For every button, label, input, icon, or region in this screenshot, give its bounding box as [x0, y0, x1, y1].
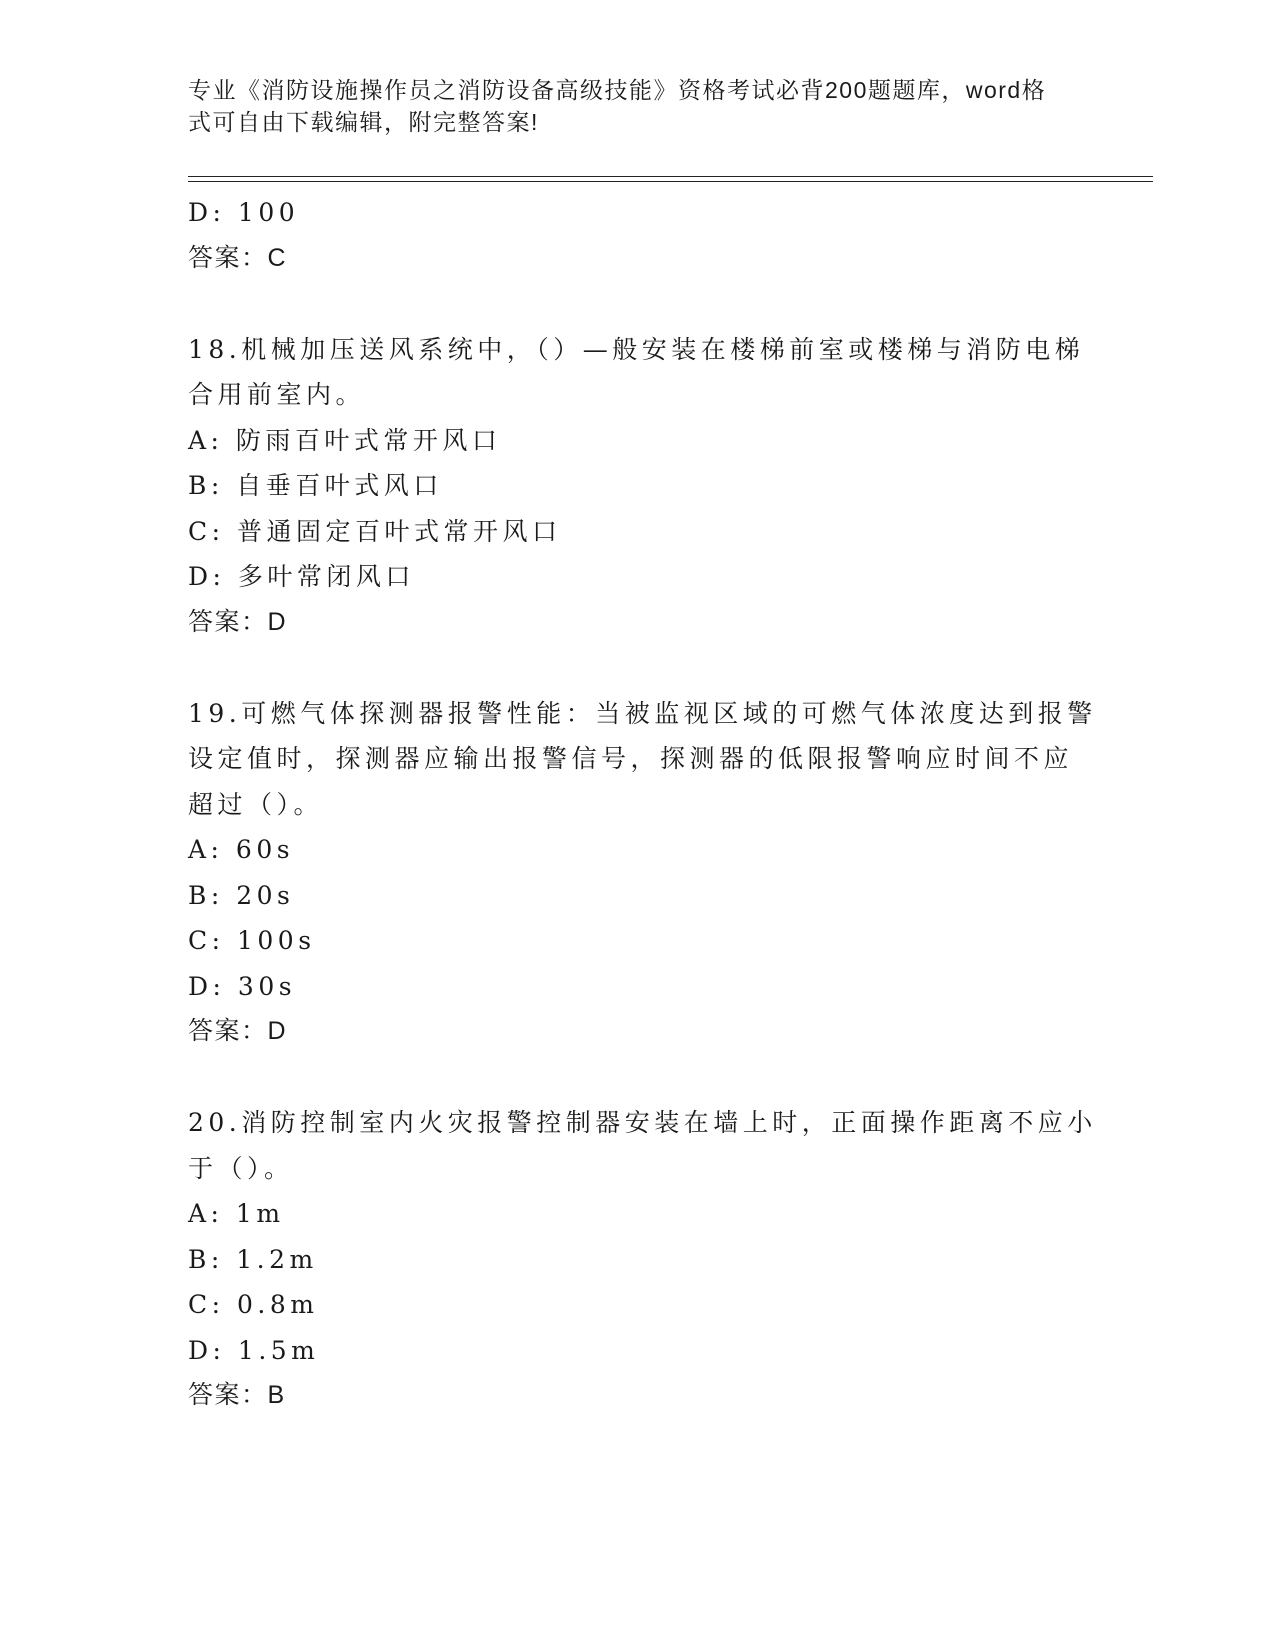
option-c: C: 0.8m	[188, 1290, 319, 1319]
question-18	[188, 327, 1085, 646]
header-divider-top	[188, 176, 1153, 177]
option-c: C: 100s	[188, 926, 316, 955]
option-b: B: 自垂百叶式风口	[188, 471, 443, 500]
question-stem-line: 超过（）。	[188, 789, 324, 819]
answer: 答案：D	[188, 607, 288, 636]
option-c: C: 普通固定百叶式常开风口	[188, 516, 562, 546]
option-b: B: 20s	[188, 880, 295, 910]
question-stem-line: 19.可燃气体探测器报警性能：当被监视区域的可燃气体浓度达到报警	[188, 698, 1097, 728]
option-b: B: 1.2m	[188, 1244, 318, 1274]
question-20	[188, 1100, 1097, 1419]
header-divider-bottom	[188, 181, 1153, 182]
document-header	[188, 74, 1068, 138]
option-a: A: 60s	[188, 835, 295, 864]
header-line-2: 式可自由下载编辑，附完整答案!	[188, 109, 539, 135]
question-stem-line: 于（）。	[188, 1153, 294, 1183]
option-d: D: 30s	[188, 971, 297, 1001]
option-a: A: 防雨百叶式常开风口	[188, 425, 502, 455]
answer: 答案：B	[188, 1381, 286, 1409]
spacer	[188, 281, 1078, 327]
question-stem-line: 20.消防控制室内火灾报警控制器安装在墙上时，正面操作距离不应小	[188, 1108, 1097, 1137]
question-stem-line: 18.机械加压送风系统中，（）—般安装在楼梯前室或楼梯与消防电梯	[188, 334, 1085, 364]
answer: 答案：D	[188, 1017, 288, 1045]
spacer	[188, 645, 1078, 691]
question-stem-line: 设定值时，探测器应输出报警信号，探测器的低限报警响应时间不应	[188, 744, 1074, 773]
question-19	[188, 691, 1097, 1055]
header-line-1: 专业《消防设施操作员之消防设备高级技能》资格考试必背200题题库，word格	[188, 77, 1047, 103]
option-d: D: 1.5m	[188, 1335, 320, 1365]
option-a: A: 1m	[188, 1199, 285, 1228]
previous-option-d: D: 100	[188, 198, 300, 227]
previous-answer: 答案：C	[188, 243, 288, 272]
option-d: D: 多叶常闭风口	[188, 562, 415, 591]
question-stem-line: 合用前室内。	[188, 380, 366, 409]
spacer	[188, 1055, 1078, 1101]
question-content	[188, 190, 1097, 1419]
